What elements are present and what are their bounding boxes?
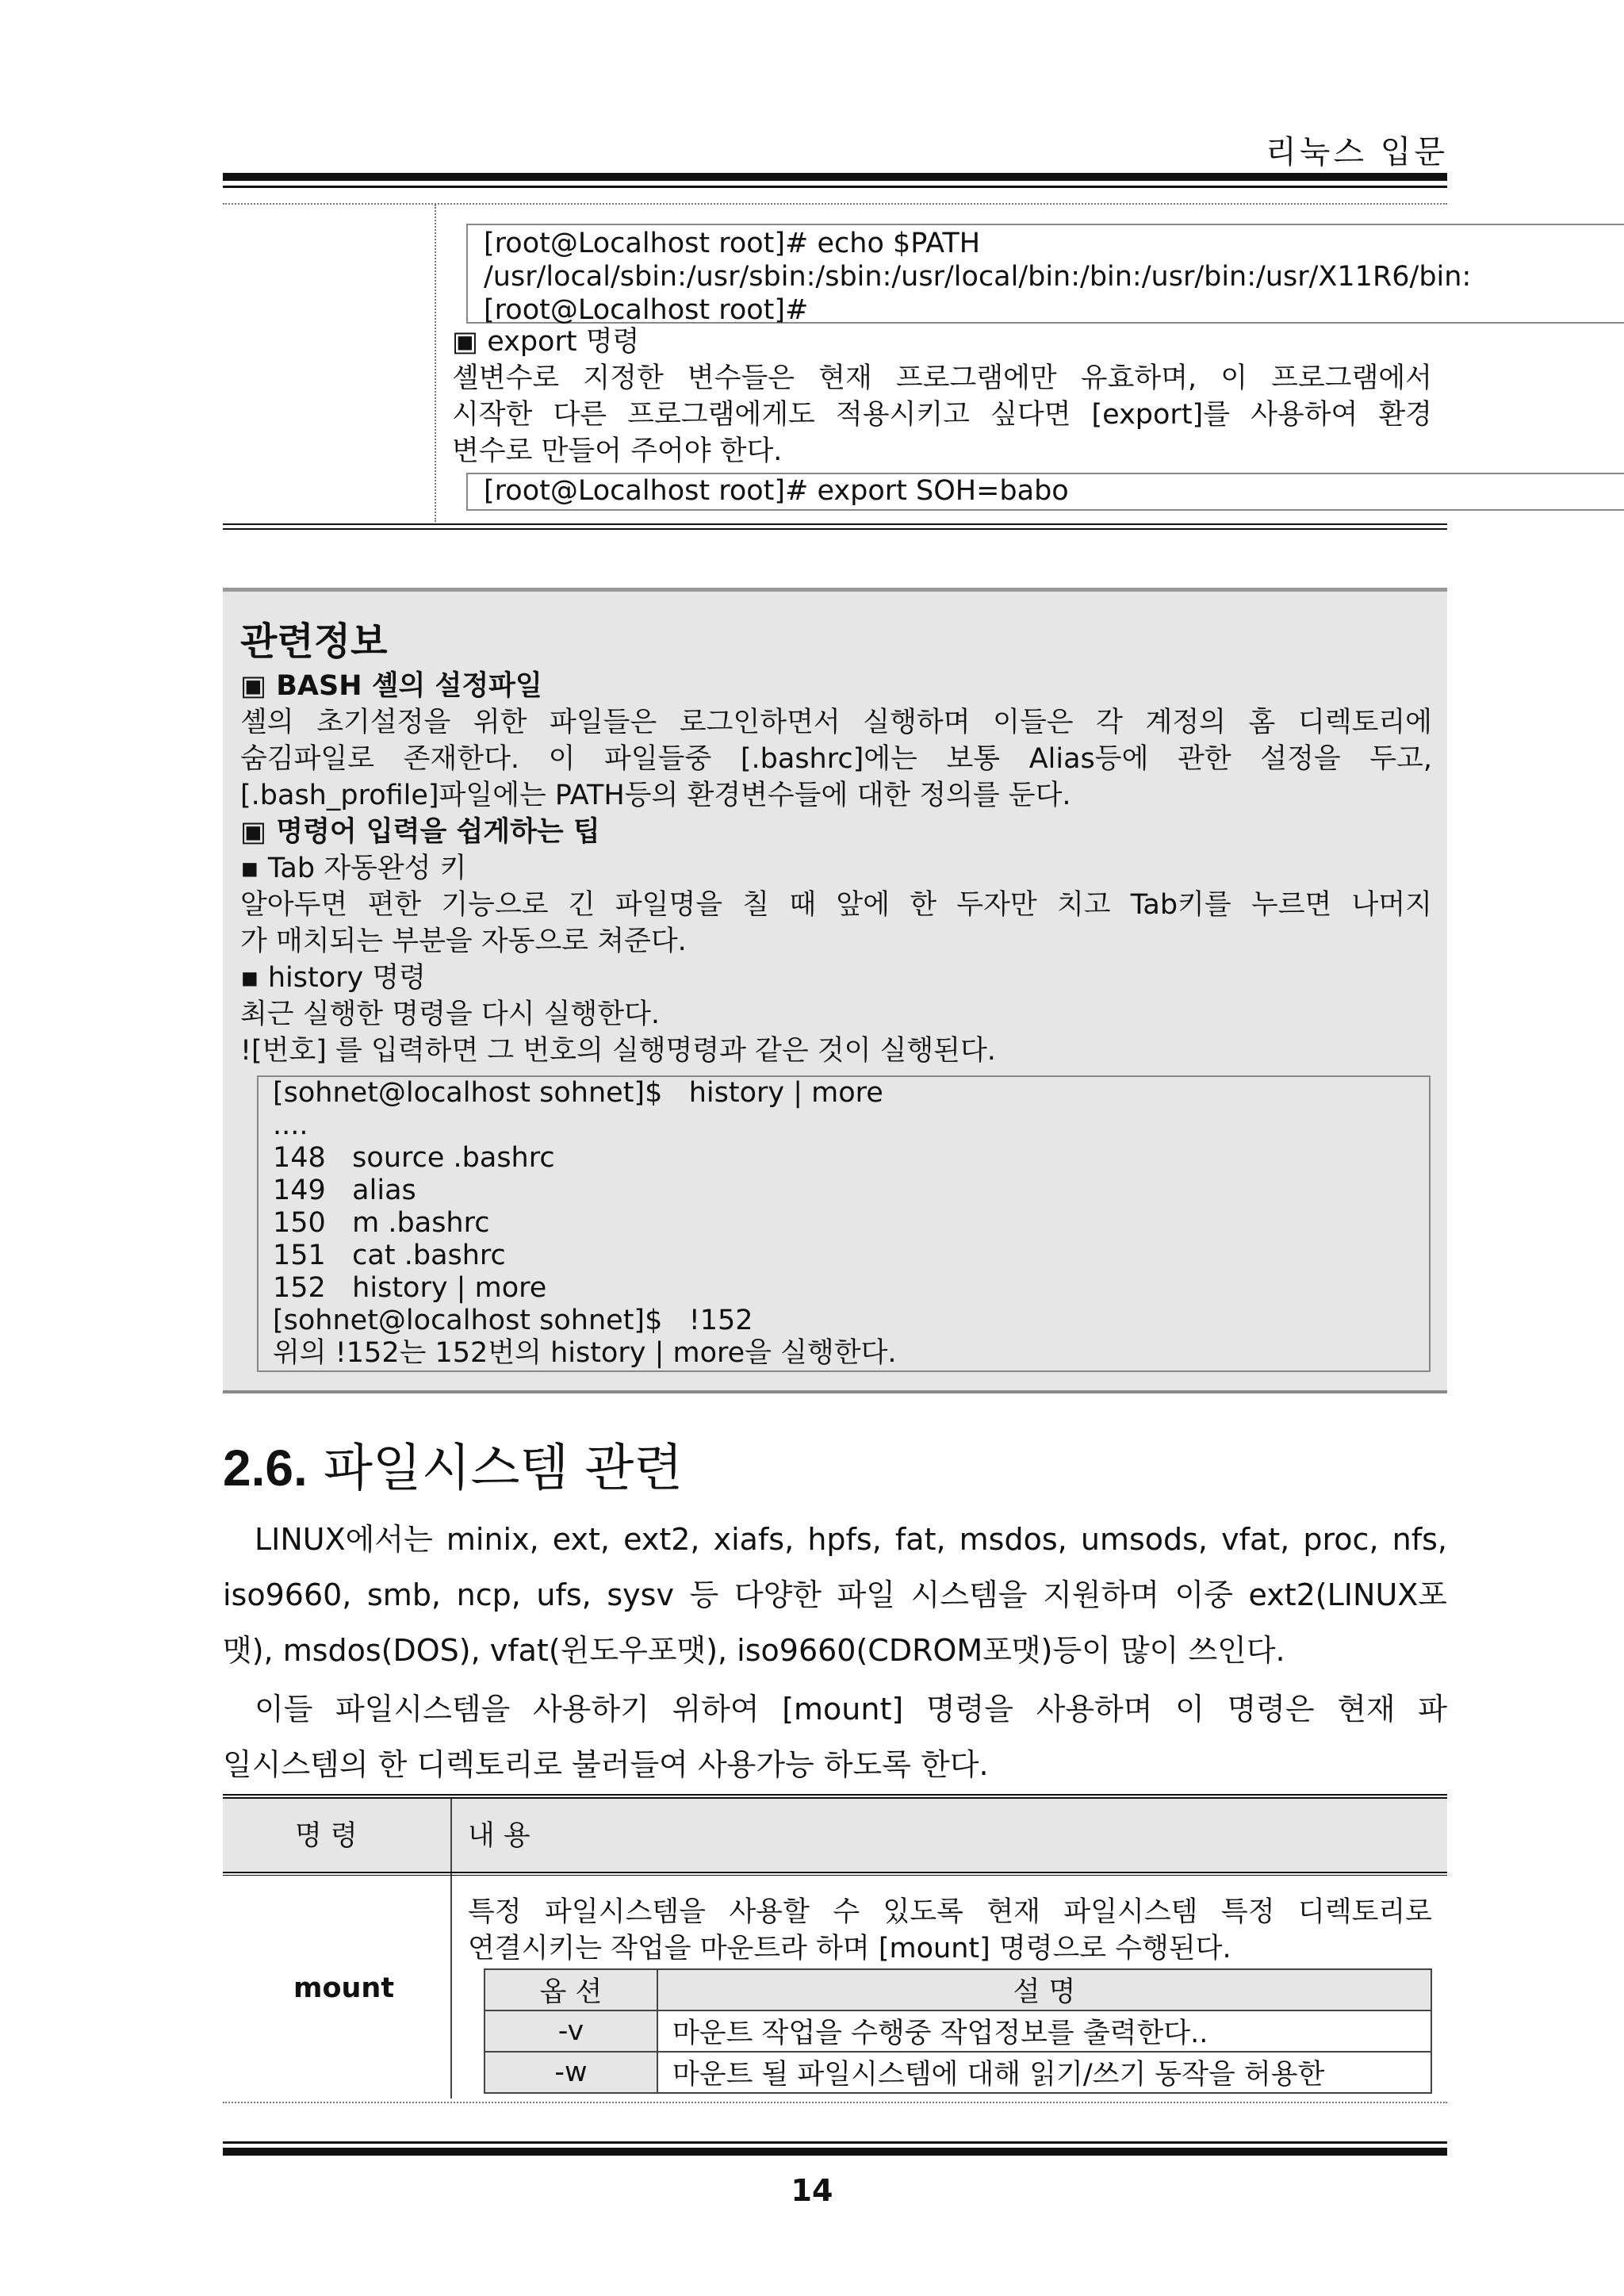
related-info-title: 관련정보: [240, 619, 388, 664]
header-rule-thick: [223, 173, 1447, 181]
code-line: /usr/local/sbin:/usr/sbin:/sbin:/usr/local/bin:/bin:/usr/bin:/usr/X11R6/bin:: [484, 261, 1472, 293]
tip-heading: ▣ 명령어 입력을 쉽게하는 팁: [240, 816, 600, 848]
paragraph-line: 변수로 만들어 주어야 한다.: [452, 435, 783, 467]
table-bottom-rule: [223, 523, 1447, 530]
command-name: mount: [293, 1972, 395, 2004]
section-heading: [223, 1428, 683, 1501]
footer-rule-thin: [223, 2141, 1447, 2144]
table-column-divider: [435, 205, 436, 522]
option-flag: -v: [485, 2010, 657, 2052]
paragraph-line: [.bash_profile]파일에는 PATH등의 환경변수들에 대한 정의를 둔다.: [240, 780, 1071, 811]
history-code-box: [257, 1075, 1431, 1372]
code-line: [sohnet@localhost sohnet]$ history | more: [273, 1077, 883, 1109]
export-heading: ▣ export 명령: [452, 326, 640, 358]
code-line: 150 m .bashrc: [273, 1207, 490, 1239]
code-line: ....: [273, 1110, 308, 1141]
command-table-header-rule: [223, 1872, 1447, 1876]
export-paragraph: [452, 360, 1432, 470]
code-line: 151 cat .bashrc: [273, 1240, 506, 1271]
history-line: 최근 실행한 명령을 다시 실행한다.: [240, 999, 660, 1030]
mount-description: [468, 1894, 1432, 1967]
paragraph-line: 셸변수로 지정한 변수들은 현재 프로그램에만 유효하며, 이 프로그램에서: [452, 362, 1432, 394]
option-flag: -w: [485, 2052, 657, 2093]
code-line: 148 source .bashrc: [273, 1142, 555, 1174]
paragraph-line: 특정 파일시스템을 사용할 수 있도록 현재 파일시스템 특정 디렉토리로: [468, 1896, 1432, 1928]
code-line: [sohnet@localhost sohnet]$ !152: [273, 1305, 753, 1336]
history-heading: ▪ history 명령: [240, 962, 426, 994]
command-column-header: 명 령: [295, 1820, 358, 1852]
body-paragraph-2: [223, 1681, 1447, 1792]
option-description: 마운트 작업을 수행중 작업정보를 출력한다..: [657, 2010, 1431, 2052]
code-line: 위의 !152는 152번의 history | more을 실행한다.: [273, 1337, 897, 1369]
footer-rule-thick: [223, 2148, 1447, 2156]
body-paragraph-1: [223, 1512, 1447, 1678]
code-line: 149 alias: [273, 1175, 416, 1206]
content-column-header: 내 용: [468, 1820, 530, 1852]
table-row: [485, 2052, 1431, 2093]
bash-config-paragraph: [240, 704, 1432, 814]
page-number: 14: [791, 2173, 833, 2208]
tab-completion-heading: ▪ Tab 자동완성 키: [240, 853, 467, 884]
table-row: [485, 2010, 1431, 2052]
paragraph-line: 알아두면 편한 기능으로 긴 파일명을 칠 때 앞에 한 두자만 치고 Tab키를 누르면 나머지: [240, 889, 1432, 921]
section-number: 2.6.: [223, 1439, 308, 1497]
options-header-option: 옵 션: [485, 1969, 657, 2010]
running-header-title: 리눅스 입문: [1266, 134, 1448, 171]
bash-config-heading: ▣ BASH 셸의 설정파일: [240, 670, 542, 702]
mount-options-table: [484, 1968, 1432, 2094]
header-rule-thin: [223, 186, 1447, 188]
paragraph-line: 일시스템의 한 디렉토리로 불러들여 사용가능 하도록 한다.: [223, 1747, 989, 1782]
code-line: [root@Localhost root]# echo $PATH: [484, 228, 981, 259]
paragraph-line: 숨김파일로 존재한다. 이 파일들중 [.bashrc]에는 보통 Alias등에 관한 설정을 두고,: [240, 743, 1432, 775]
paragraph-line: 시작한 다른 프로그램에게도 적용시키고 싶다면 [export]를 사용하여 환경: [452, 399, 1432, 431]
code-line: 152 history | more: [273, 1272, 547, 1304]
tab-completion-paragraph: [240, 887, 1432, 960]
section-title: 파일시스템 관련: [324, 1439, 684, 1498]
code-box-echo-path: [466, 224, 1624, 324]
paragraph-line: iso9660, smb, ncp, ufs, sysv 등 다양한 파일 시스템을 지원하며 이중 ext2(LINUX포: [223, 1577, 1447, 1612]
code-line: [root@Localhost root]# export SOH=babo: [484, 475, 1069, 507]
command-table-column-divider: [450, 1799, 452, 2099]
paragraph-line: 가 매치되는 부분을 자동으로 쳐준다.: [240, 926, 687, 957]
options-header-row: [485, 1969, 1431, 2010]
code-line: [root@Localhost root]#: [484, 294, 809, 326]
code-box-export: [466, 473, 1624, 511]
command-table-bottom-rule: [223, 2102, 1447, 2103]
header-rule-dotted: [223, 203, 1447, 205]
history-line: ![번호] 를 입력하면 그 번호의 실행명령과 같은 것이 실행된다.: [240, 1035, 996, 1067]
paragraph-line: LINUX에서는 minix, ext, ext2, xiafs, hpfs, fat, msdos, umsods, vfat, proc, nfs,: [255, 1522, 1447, 1557]
paragraph-line: 이들 파일시스템을 사용하기 위하여 [mount] 명령을 사용하며 이 명령은 현재 파: [255, 1692, 1447, 1727]
paragraph-line: 맷), msdos(DOS), vfat(윈도우포맷), iso9660(CDROM포맷)등이 많이 쓰인다.: [223, 1633, 1285, 1668]
option-description: 마운트 될 파일시스템에 대해 읽기/쓰기 동작을 허용한: [657, 2052, 1431, 2093]
paragraph-line: 연결시키는 작업을 마운트라 하며 [mount] 명령으로 수행된다.: [468, 1933, 1231, 1964]
command-table-header: [223, 1799, 1447, 1872]
paragraph-line: 셸의 초기설정을 위한 파일들은 로그인하면서 실행하며 이들은 각 계정의 홈 디렉토리에: [240, 707, 1432, 738]
options-header-description: 설 명: [657, 1969, 1431, 2010]
